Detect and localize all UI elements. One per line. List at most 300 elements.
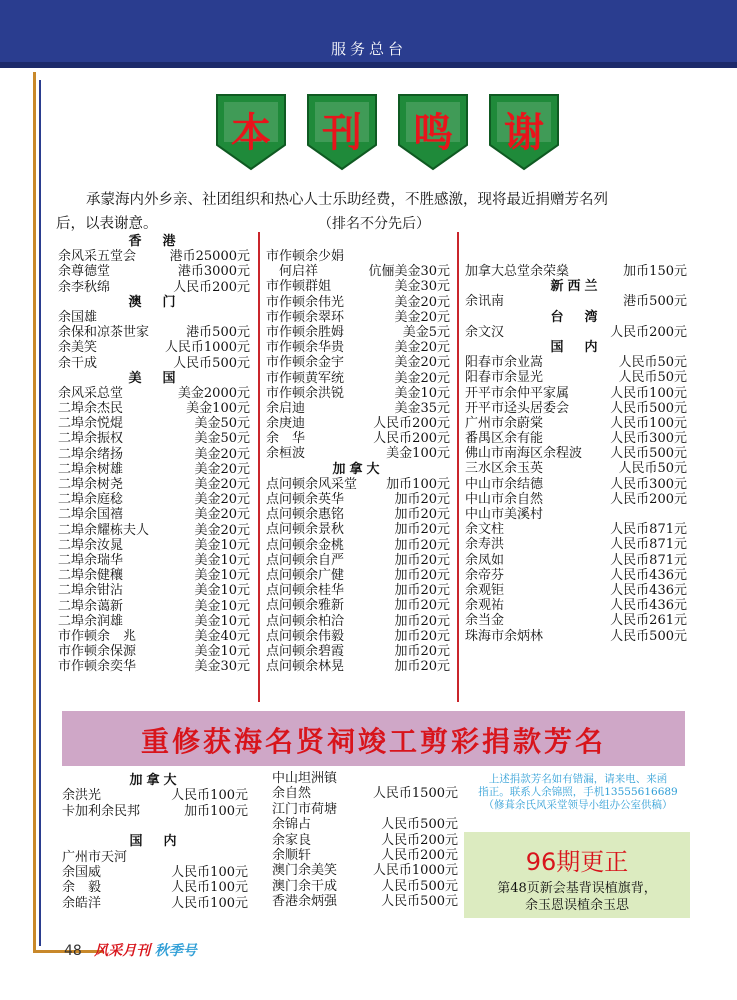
footer — [64, 940, 197, 960]
donor-name: 市作顿余 兆 — [58, 628, 137, 644]
donation-amount: 美金10元 — [194, 537, 250, 553]
donor-row — [465, 355, 687, 370]
donation-amount: 美金20元 — [194, 522, 250, 538]
donation-amount: 美金10元 — [194, 598, 250, 614]
donor-name: 余国威 — [62, 864, 102, 880]
donor-name: 番禺区余有能 — [465, 431, 544, 447]
donation-amount: 人民币50元 — [618, 355, 687, 371]
donor-row — [272, 894, 458, 909]
donation-amount: 美金2000元 — [177, 385, 250, 401]
donor-name: 阳春市余业嵩 — [465, 355, 544, 371]
donor-row — [465, 431, 687, 446]
donation-amount: 美金20元 — [194, 461, 250, 477]
donor-row — [266, 553, 450, 568]
donation-amount: 人民币200元 — [381, 832, 458, 848]
donor-name: 点问顿余英华 — [266, 492, 345, 507]
donor-column-1 — [58, 234, 250, 674]
donation-amount: 人民币300元 — [610, 431, 687, 447]
donation-amount: 加币20元 — [394, 567, 450, 583]
donation-amount: 美金10元 — [394, 385, 450, 401]
donor-row — [266, 264, 450, 279]
donor-row — [58, 310, 250, 325]
donation-amount: 人民币200元 — [381, 847, 458, 863]
donation-amount: 加币20元 — [394, 492, 450, 507]
donor-row — [58, 325, 250, 340]
donor-name: 中山市余自然 — [465, 491, 544, 507]
donor-row — [465, 583, 687, 598]
donation-amount: 美金20元 — [194, 446, 250, 462]
donor-name: 二埠余国禧 — [58, 507, 124, 523]
donor-row — [266, 477, 450, 492]
donation-amount: 港币25000元 — [169, 249, 250, 265]
donor-row — [266, 386, 450, 401]
donor-row — [266, 522, 450, 537]
donation-amount: 人民币100元 — [171, 895, 248, 911]
donor-name: 余保和凉茶世家 — [58, 325, 150, 341]
donation-amount: 美金20元 — [394, 309, 450, 325]
donation-amount: 人民币500元 — [173, 355, 250, 371]
thanks-badges — [215, 93, 560, 171]
donor-name: 二埠余钳沾 — [58, 583, 124, 599]
donation-amount: 美金10元 — [194, 552, 250, 568]
donor-row — [266, 629, 450, 644]
donor-name: 点问顿余伟毅 — [266, 628, 345, 644]
donor-row — [465, 264, 687, 279]
donor-name: 余干成 — [58, 355, 98, 371]
donor-name: 开平市迳头居委会 — [465, 400, 570, 416]
donor-name: 余 毅 — [62, 880, 102, 896]
donor-name: 余锦占 — [272, 817, 312, 833]
section-heading: 澳 门 — [128, 294, 180, 310]
donor-column-2 — [266, 249, 450, 674]
badge — [397, 93, 469, 171]
donation-amount: 加币20元 — [394, 552, 450, 568]
donor-name: 点问顿余柏洽 — [266, 613, 345, 629]
donor-row — [465, 401, 687, 416]
donor-name: 点问顿余风采堂 — [266, 476, 358, 492]
donor-name: 余国雄 — [58, 309, 98, 325]
donor-name: 余美笑 — [58, 340, 98, 356]
donation-amount: 加币20元 — [394, 613, 450, 629]
donor-row — [62, 804, 248, 819]
frame-line — [33, 72, 36, 952]
donation-amount: 加币20元 — [394, 598, 450, 614]
intro-line: 后，以表谢意。 — [56, 216, 158, 232]
donor-row — [266, 583, 450, 598]
section-heading: 国 内 — [550, 339, 602, 355]
donation-amount: 人民币100元 — [171, 788, 248, 804]
page-number: 48 — [64, 943, 82, 959]
donor-name: 余文柱 — [465, 522, 505, 538]
donor-row — [58, 462, 250, 477]
donor-row — [272, 863, 458, 878]
donor-row — [266, 568, 450, 583]
section-heading: 香 港 — [128, 234, 180, 249]
donor-row — [58, 386, 250, 401]
donor-row — [465, 568, 687, 583]
donor-name: 中山市美溪村 — [465, 507, 544, 522]
donor-row — [465, 386, 687, 401]
donation-amount: 美金20元 — [194, 507, 250, 523]
donor-row — [58, 523, 250, 538]
donor-row — [272, 833, 458, 848]
donor-name: 澳门余美笑 — [272, 863, 338, 879]
donor-name: 二埠余汝晁 — [58, 537, 124, 553]
donor-row — [266, 644, 450, 659]
donor-row — [272, 771, 458, 786]
donor-name: 点问顿余惠铭 — [266, 507, 345, 523]
notice-line: （修葺余氏风采堂领导小组办公室供稿） — [483, 799, 673, 811]
donor-row — [58, 507, 250, 522]
header-band — [0, 62, 737, 68]
donor-row — [58, 477, 250, 492]
badge-char: 谢 — [504, 110, 544, 156]
intro-paragraph — [56, 188, 696, 236]
donation-amount: 美金20元 — [194, 492, 250, 508]
donor-row — [465, 629, 687, 644]
donor-name: 二埠余润雄 — [58, 613, 124, 629]
section-heading: 加拿大 — [332, 461, 384, 477]
donor-row — [266, 371, 450, 386]
donor-name: 余皓洋 — [62, 895, 102, 911]
donor-row — [58, 447, 250, 462]
donor-row — [266, 401, 450, 416]
donor-row — [465, 370, 687, 385]
badge — [215, 93, 287, 171]
donor-row — [58, 249, 250, 264]
donation-amount: 美金30元 — [194, 659, 250, 675]
donation-amount: 美金40元 — [194, 628, 250, 644]
donation-amount: 人民币500元 — [381, 878, 458, 894]
renovation-banner — [62, 711, 685, 766]
donor-name: 余李秋绵 — [58, 279, 111, 295]
donor-name: 二埠余振权 — [58, 431, 124, 447]
donation-amount: 美金20元 — [394, 355, 450, 371]
donor-row — [465, 461, 687, 476]
correction-title: 96期更正 — [525, 848, 629, 876]
donor-name: 点问顿余碧霞 — [266, 643, 345, 659]
donor-name: 市作顿余翠环 — [266, 309, 345, 325]
donor-name: 二埠余庭稔 — [58, 492, 124, 508]
donor-row — [58, 356, 250, 371]
donor-row — [465, 613, 687, 628]
frame-line-inner — [39, 80, 41, 946]
donor-row — [266, 614, 450, 629]
donor-row — [62, 896, 248, 911]
donor-name: 点问顿余自严 — [266, 552, 345, 568]
donor-row — [266, 598, 450, 613]
donor-row — [465, 537, 687, 552]
donor-row — [266, 446, 450, 461]
donor-name: 点问顿余金桃 — [266, 537, 345, 553]
donor-row — [465, 492, 687, 507]
donation-amount: 人民币1000元 — [372, 863, 458, 879]
donation-amount: 人民币500元 — [610, 628, 687, 644]
donor-name: 二埠余耀栋夫人 — [58, 522, 150, 538]
donor-name: 市作顿余伟光 — [266, 294, 345, 310]
donation-amount: 美金30元 — [394, 279, 450, 295]
donor-name: 余帝芬 — [465, 567, 505, 583]
donation-amount: 美金5元 — [402, 324, 450, 340]
donor-row — [58, 401, 250, 416]
donation-amount: 美金10元 — [194, 568, 250, 584]
donor-row — [58, 583, 250, 598]
donor-row — [58, 553, 250, 568]
badge — [488, 93, 560, 171]
donor-name: 余家良 — [272, 832, 312, 848]
donor-row — [58, 492, 250, 507]
donation-amount: 人民币871元 — [610, 537, 687, 553]
donor-name: 广州市天河 — [62, 849, 128, 865]
donation-amount: 人民币100元 — [171, 880, 248, 896]
donor-name: 加拿大总堂余荣燊 — [465, 264, 570, 279]
donor-name: 广州市余蔚棠 — [465, 415, 544, 431]
donation-amount: 人民币1500元 — [372, 786, 458, 802]
donor-row — [465, 477, 687, 492]
issue-season: 秋季号 — [154, 943, 197, 959]
donation-amount: 港币500元 — [186, 325, 250, 341]
donation-amount: 人民币871元 — [610, 522, 687, 538]
donor-row — [272, 802, 458, 817]
donor-name: 点问顿余雅新 — [266, 598, 345, 614]
intro-line: 承蒙海内外乡亲、社团组织和热心人士乐助经费，不胜感激，现将最近捐赠芳名列 — [86, 192, 608, 208]
donor-name: 二埠余瑞华 — [58, 552, 124, 568]
donor-name: 余寿洪 — [465, 537, 505, 553]
donor-row — [266, 325, 450, 340]
donation-amount: 美金20元 — [394, 294, 450, 310]
donor-row — [58, 614, 250, 629]
donor-name: 佛山市南海区余程波 — [465, 446, 583, 462]
donation-amount: 美金10元 — [194, 583, 250, 599]
donor-row — [266, 431, 450, 446]
donor-name: 点问顿余桂华 — [266, 583, 345, 599]
donor-row — [266, 295, 450, 310]
donor-name: 二埠余悦焜 — [58, 416, 124, 432]
donor-name: 何启祥 — [266, 264, 319, 280]
donor-row — [266, 492, 450, 507]
donation-amount: 美金100元 — [186, 401, 250, 417]
donor-column-3 — [465, 264, 687, 644]
donor-name: 余洪光 — [62, 788, 102, 804]
donation-amount: 加币150元 — [623, 264, 687, 279]
donation-amount: 加币20元 — [394, 537, 450, 553]
donor-row — [58, 659, 250, 674]
donor-row — [58, 599, 250, 614]
donor-name: 点问顿余广健 — [266, 567, 345, 583]
donation-amount: 人民币500元 — [610, 400, 687, 416]
section-heading: 国 内 — [129, 834, 181, 850]
donor-name: 点问顿余景秋 — [266, 522, 345, 538]
donor-row — [58, 431, 250, 446]
badge-char: 鸣 — [413, 110, 453, 156]
donor-name: 余文汉 — [465, 324, 505, 340]
donor-name: 市作顿群姐 — [266, 279, 332, 295]
donor-row — [272, 817, 458, 832]
donation-amount: 伉俪美金30元 — [368, 264, 450, 280]
donor-name: 市作顿余胜姆 — [266, 324, 345, 340]
donor-name: 香港余炳强 — [272, 894, 338, 910]
header-bar — [0, 0, 737, 62]
donation-amount: 人民币100元 — [610, 415, 687, 431]
badge-char: 刊 — [322, 110, 362, 156]
donation-amount: 美金20元 — [394, 370, 450, 386]
badge — [306, 93, 378, 171]
notice-line: 上述捐款芳名如有错漏，请来电、来函 — [488, 773, 668, 785]
donor-row — [58, 280, 250, 295]
correction-line: 余玉恩误植余玉思 — [524, 898, 629, 913]
donation-amount: 美金20元 — [194, 477, 250, 492]
donor-row — [465, 294, 687, 309]
donation-amount: 人民币200元 — [610, 491, 687, 507]
donor-name: 市作顿余奕华 — [58, 659, 137, 675]
donation-amount: 人民币300元 — [610, 476, 687, 492]
donor-name: 中山坦洲镇 — [272, 771, 338, 786]
notice-line: 指正。联系人余锦照，手机13555616689 — [478, 786, 678, 798]
correction-box — [464, 832, 690, 918]
donation-amount: 人民币436元 — [610, 598, 687, 614]
donor-row — [465, 325, 687, 340]
renovation-column-2 — [272, 771, 458, 910]
donation-amount: 美金50元 — [194, 431, 250, 447]
donation-amount: 人民币50元 — [618, 461, 687, 477]
donor-row — [465, 598, 687, 613]
donation-amount: 美金20元 — [394, 340, 450, 356]
donor-row — [58, 629, 250, 644]
donor-row — [58, 264, 250, 279]
donor-row — [62, 819, 248, 834]
donor-name: 二埠余健穰 — [58, 568, 124, 584]
donor-row — [266, 416, 450, 431]
donor-name: 市作顿黄军统 — [266, 370, 345, 386]
donation-amount: 加币20元 — [394, 628, 450, 644]
donor-row — [62, 788, 248, 803]
donor-row — [266, 538, 450, 553]
donation-amount: 人民币436元 — [610, 582, 687, 598]
donation-amount: 人民币200元 — [373, 431, 450, 447]
donor-name: 余尊德堂 — [58, 264, 111, 280]
donor-name: 市作顿余保源 — [58, 644, 137, 660]
donation-amount: 港币500元 — [623, 294, 687, 310]
donor-row — [58, 416, 250, 431]
donor-name: 三水区余玉英 — [465, 461, 544, 477]
donor-row — [266, 340, 450, 355]
donor-name: 二埠余树雄 — [58, 461, 124, 477]
donor-name: 余观钜 — [465, 582, 505, 598]
donor-row — [266, 507, 450, 522]
section-heading: 加拿大 — [129, 773, 181, 788]
donation-amount: 人民币261元 — [610, 613, 687, 629]
donation-amount: 加币20元 — [394, 522, 450, 538]
donor-row — [58, 340, 250, 355]
donor-row — [266, 659, 450, 674]
renovation-column-1 — [62, 773, 248, 911]
donor-row — [62, 865, 248, 880]
donation-amount: 人民币200元 — [610, 324, 687, 340]
column-divider — [258, 232, 260, 702]
donor-row — [62, 880, 248, 895]
donation-amount: 美金10元 — [194, 613, 250, 629]
donor-name: 开平市余仲平家属 — [465, 385, 570, 401]
donor-row — [266, 355, 450, 370]
banner-title: 重修获海名贤祠竣工剪彩捐款芳名 — [140, 725, 606, 758]
donor-name: 余凤如 — [465, 552, 505, 568]
magazine-name: 风采月刊 — [94, 943, 151, 959]
donor-name: 余启迪 — [266, 400, 306, 416]
donor-row — [266, 279, 450, 294]
donor-name: 中山市余结德 — [465, 476, 544, 492]
correction-line: 第48页新会基背误植旗背， — [497, 881, 657, 896]
donor-name: 二埠余蔼新 — [58, 598, 124, 614]
donor-name: 余 华 — [266, 431, 306, 447]
section-heading: 美 国 — [128, 370, 180, 386]
donor-name: 余庚迪 — [266, 416, 306, 432]
donor-name: 市作顿余华贵 — [266, 340, 345, 356]
donor-name: 市作顿余洪锐 — [266, 385, 345, 401]
donor-name: 二埠余绪扬 — [58, 446, 124, 462]
donor-row — [465, 507, 687, 522]
donor-row — [465, 553, 687, 568]
donor-name: 余桓波 — [266, 446, 306, 462]
donor-row — [58, 538, 250, 553]
donor-row — [272, 848, 458, 863]
donor-name: 二埠余树尧 — [58, 477, 124, 492]
donation-amount: 美金10元 — [194, 644, 250, 660]
donor-name: 余风采五堂会 — [58, 249, 137, 265]
donor-row — [465, 522, 687, 537]
donation-amount: 加币20元 — [394, 507, 450, 523]
donation-amount: 人民币500元 — [610, 446, 687, 462]
section-title: 服务总台 — [330, 40, 407, 58]
intro-note: （排名不分先后） — [318, 216, 430, 232]
donor-row — [465, 446, 687, 461]
donor-row — [266, 249, 450, 264]
donor-row — [62, 850, 248, 865]
donor-name: 江门市荷塘 — [272, 801, 338, 817]
donation-amount: 美金100元 — [386, 446, 450, 462]
donor-name: 阳春市余显光 — [465, 370, 544, 386]
donation-amount: 人民币50元 — [618, 370, 687, 386]
donor-row — [266, 310, 450, 325]
donation-amount: 人民币500元 — [381, 894, 458, 910]
donation-amount: 加币100元 — [386, 476, 450, 492]
donor-name: 澳门余干成 — [272, 878, 338, 894]
donation-amount: 人民币100元 — [610, 385, 687, 401]
donation-amount: 人民币100元 — [171, 864, 248, 880]
donor-name: 余观祐 — [465, 598, 505, 614]
column-divider — [457, 232, 459, 702]
donor-name: 卡加利余民邦 — [62, 803, 141, 819]
donor-name: 余顺轩 — [272, 847, 312, 863]
donor-row — [272, 879, 458, 894]
donor-name: 余风采总堂 — [58, 385, 124, 401]
donor-name: 点问顿余林晃 — [266, 659, 345, 675]
donation-amount: 人民币436元 — [610, 567, 687, 583]
section-heading: 台 湾 — [550, 309, 602, 325]
donation-amount: 港币3000元 — [177, 264, 250, 280]
donation-amount: 人民币1000元 — [164, 340, 250, 356]
donation-amount: 加币20元 — [394, 643, 450, 659]
donor-name: 市作顿余金宇 — [266, 355, 345, 371]
donor-name: 余讯南 — [465, 294, 505, 310]
donor-row — [58, 568, 250, 583]
donation-amount: 人民币871元 — [610, 552, 687, 568]
badge-char: 本 — [231, 110, 271, 156]
donation-amount: 加币100元 — [184, 803, 248, 819]
donation-amount: 美金50元 — [194, 416, 250, 432]
section-heading: 新西兰 — [550, 279, 602, 295]
contact-notice — [466, 773, 690, 812]
donor-row — [58, 644, 250, 659]
